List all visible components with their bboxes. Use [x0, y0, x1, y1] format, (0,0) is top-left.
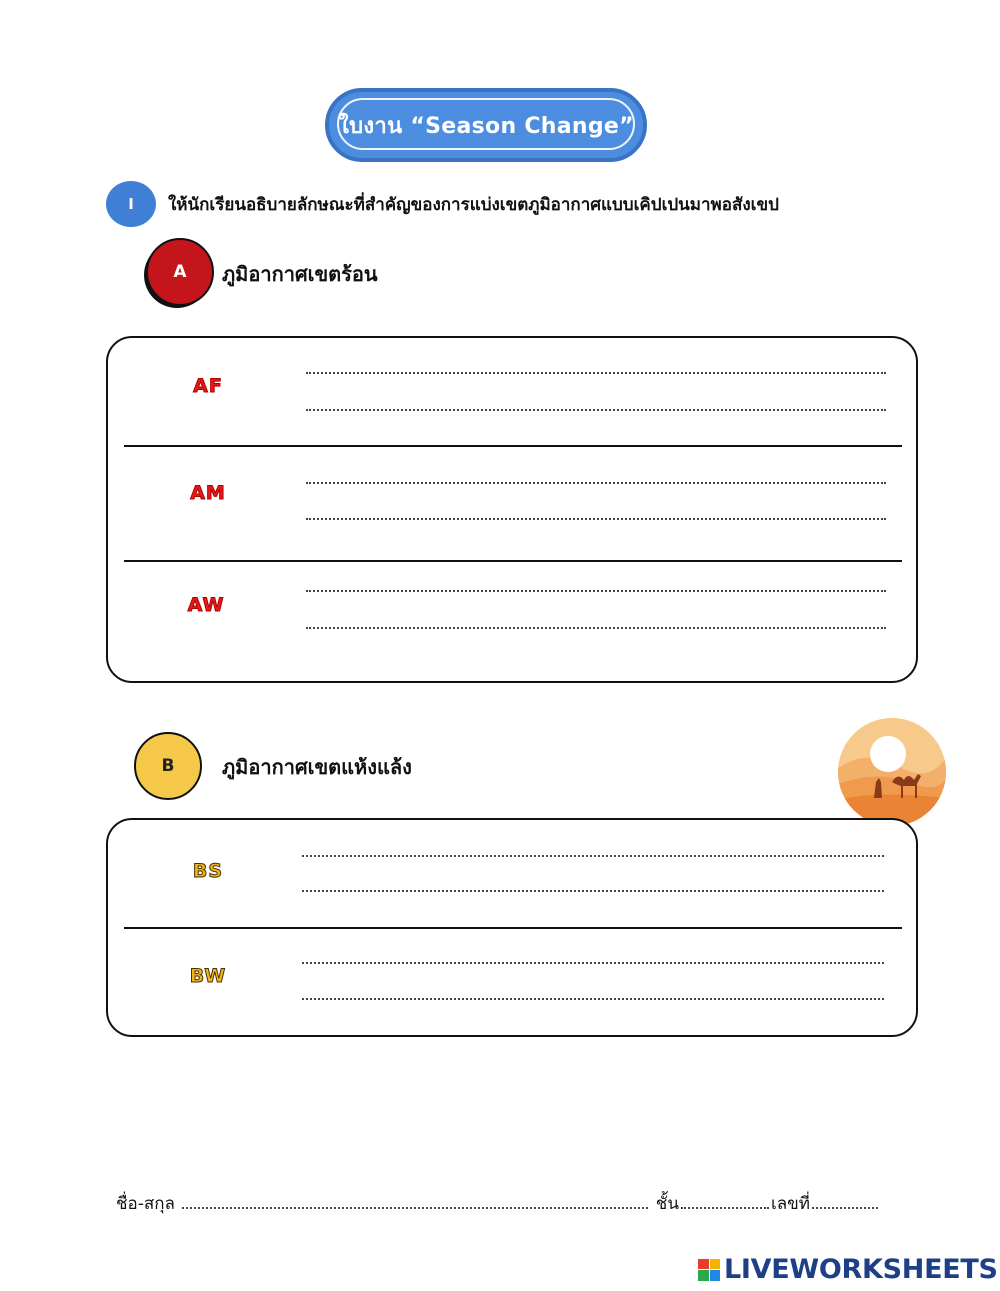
title-banner: [325, 88, 647, 162]
section-b-title: ภูมิอากาศเขตแห้งแล้ง: [222, 755, 412, 779]
answer-line-bw-1[interactable]: [302, 962, 884, 964]
name-field[interactable]: [182, 1207, 648, 1209]
section-a-divider-1: [124, 445, 902, 447]
question-number: I: [106, 181, 156, 227]
climate-code-aw: AW: [187, 594, 225, 616]
answer-line-am-1[interactable]: [306, 482, 886, 484]
answer-line-bs-2[interactable]: [302, 890, 884, 892]
section-b-badge: B: [134, 732, 202, 800]
climate-code-am: AM: [190, 482, 226, 504]
answer-line-aw-2[interactable]: [306, 627, 886, 629]
student-info-footer: [116, 1190, 880, 1217]
class-label: ชั้น: [655, 1194, 679, 1214]
climate-code-af: AF: [193, 375, 223, 397]
instruction-text: ให้นักเรียนอธิบายลักษณะที่สำคัญของการแบ่งเขตภูมิอากาศแบบเคิปเปนมาพอสังเขป: [168, 195, 779, 215]
liveworksheets-logo-icon: [698, 1259, 720, 1281]
name-label: ชื่อ-สกุล: [116, 1194, 175, 1214]
worksheet-title: ใบงาน “Season Change”: [338, 113, 634, 139]
answer-line-bs-1[interactable]: [302, 855, 884, 857]
class-field[interactable]: [681, 1207, 769, 1209]
section-a-badge: A: [146, 238, 214, 306]
section-a-divider-2: [124, 560, 902, 562]
climate-code-bs: BS: [192, 860, 224, 882]
answer-line-af-1[interactable]: [306, 372, 886, 374]
section-b-divider: [124, 927, 902, 929]
number-label: เลขที่: [770, 1194, 811, 1214]
liveworksheets-brand: [698, 1254, 998, 1285]
brand-name: LIVEWORKSHEETS: [724, 1254, 998, 1285]
climate-code-bw: BW: [189, 965, 227, 987]
section-a-title: ภูมิอากาศเขตร้อน: [222, 262, 378, 286]
answer-line-af-2[interactable]: [306, 409, 886, 411]
answer-line-bw-2[interactable]: [302, 998, 884, 1000]
answer-line-am-2[interactable]: [306, 518, 886, 520]
answer-line-aw-1[interactable]: [306, 590, 886, 592]
number-field[interactable]: [812, 1207, 878, 1209]
desert-camel-icon: [838, 718, 946, 826]
